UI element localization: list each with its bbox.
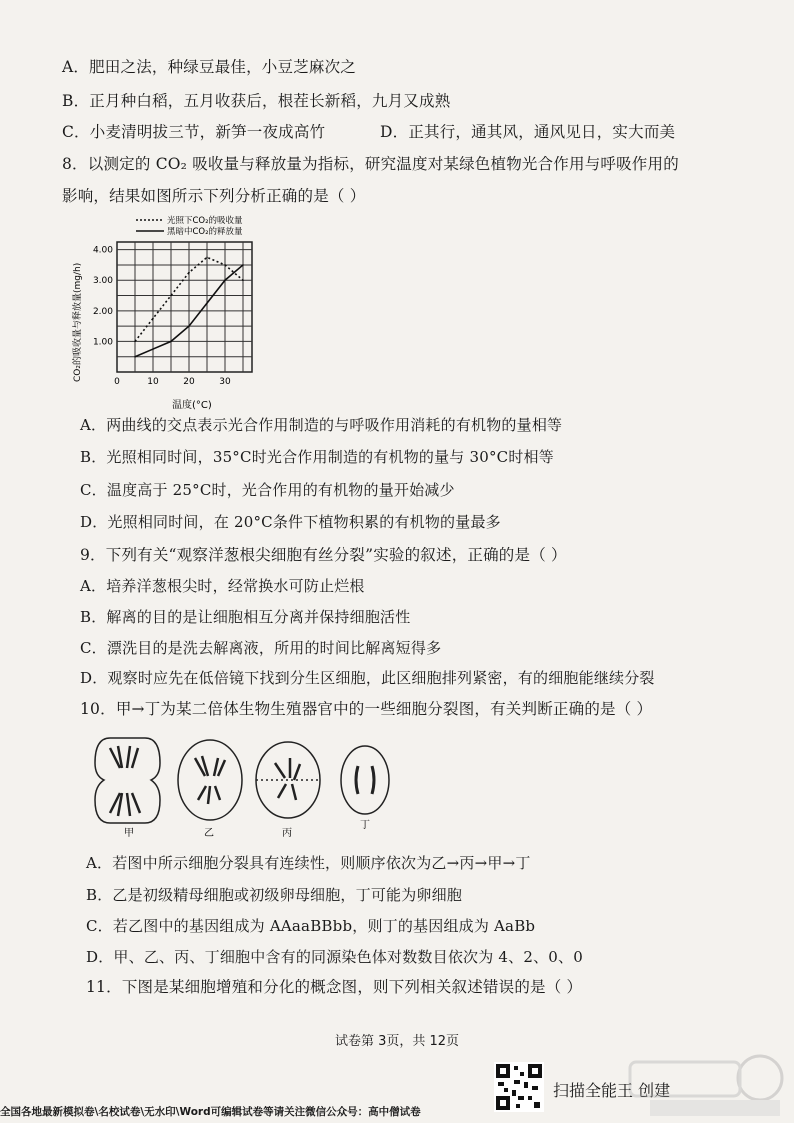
q8-stem-line1: 8．以测定的 CO₂ 吸收量与释放量为指标，研究温度对某绿色植物光合作用与呼吸作用的 [62, 155, 679, 173]
series-point-1 [188, 272, 190, 274]
x-tick-label: 0 [114, 377, 120, 387]
y-tick-label: 1.00 [92, 337, 113, 348]
series-point-1 [134, 341, 136, 343]
y-tick-label: 3.00 [92, 276, 113, 287]
q10-option-b: B．乙是初级精母细胞或初级卵母细胞，丁可能为卵细胞 [86, 886, 463, 904]
chart-frame [117, 242, 252, 372]
q8-stem-line2: 影响，结果如图所示下列分析正确的是（ ） [62, 187, 366, 205]
q8-option-a: A．两曲线的交点表示光合作用制造的与呼吸作用消耗的有机物的量相等 [80, 416, 563, 434]
q10-option-c: C．若乙图中的基因组成为 AAaaBBbb，则丁的基因组成为 AaBb [86, 917, 536, 935]
series-point-2 [224, 279, 226, 281]
q11-stem: 11．下图是某细胞增殖和分化的概念图，则下列相关叙述错误的是（ ） [86, 978, 583, 996]
chart-grid [117, 242, 252, 372]
cell-ding-icon [341, 746, 389, 814]
scanner-credit: 扫描全能王 创建 [553, 1081, 671, 1100]
q9-option-a: A．培养洋葱根尖时，经常换水可防止烂根 [80, 577, 365, 595]
series-point-2 [134, 356, 136, 358]
cell-label-ding: 丁 [360, 820, 370, 831]
q10-option-d: D．甲、乙、丙、丁细胞中含有的同源染色体对数数目依次为 4、2、0、0 [86, 948, 583, 966]
legend-label-1: 光照下CO₂的吸收量 [167, 216, 243, 226]
cell-bing-icon [256, 742, 320, 818]
q7-option-d: D．正其行，通其风，通风见日，实大而美 [380, 123, 676, 141]
series-point-1 [170, 295, 172, 297]
bottom-notice: 全国各地最新模拟卷\名校试卷\无水印\Word可编辑试卷等请关注微信公众号：高中僧试卷 [0, 1106, 421, 1118]
series-point-1 [242, 279, 244, 281]
watermark-logo-icon [620, 1050, 790, 1120]
series-point-1 [152, 318, 154, 320]
legend-label-2: 黑暗中CO₂的释放量 [167, 227, 243, 237]
x-tick-label: 30 [219, 377, 231, 387]
q9-stem: 9．下列有关“观察洋葱根尖细胞有丝分裂”实验的叙述，正确的是（ ） [80, 546, 567, 564]
x-tick-label: 20 [183, 377, 195, 387]
q10-option-a: A．若图中所示细胞分裂具有连续性，则顺序依次为乙→丙→甲→丁 [86, 854, 531, 872]
q9-option-d: D．观察时应先在低倍镜下找到分生区细胞，此区细胞排列紧密，有的细胞能继续分裂 [80, 669, 655, 687]
series-point-1 [206, 256, 208, 258]
series-point-2 [206, 302, 208, 304]
cell-label-bing: 丙 [282, 828, 292, 838]
chart-ticks [93, 246, 231, 387]
q8-option-b: B．光照相同时间，35°C时光合作用制造的有机物的量与 30°C时相等 [80, 448, 554, 466]
q9-option-b: B．解离的目的是让细胞相互分离并保持细胞活性 [80, 608, 411, 626]
q10-stem: 10．甲→丁为某二倍体生物生殖器官中的一些细胞分裂图，有关判断正确的是（ ） [80, 700, 653, 718]
q10-cell-diagram [90, 728, 400, 838]
cell-label-yi: 乙 [204, 828, 214, 838]
chart-x-axis-label: 温度(°C) [172, 400, 212, 411]
series-point-2 [242, 264, 244, 266]
y-tick-label: 4.00 [92, 245, 113, 256]
qr-code-icon [494, 1062, 544, 1112]
cell-label-jia: 甲 [124, 828, 134, 838]
q8-option-d: D．光照相同时间，在 20°C条件下植物积累的有机物的量最多 [80, 513, 501, 531]
q7-option-a: A．肥田之法，种绿豆最佳，小豆芝麻次之 [62, 58, 356, 76]
series-point-2 [170, 341, 172, 343]
q8-option-c: C．温度高于 25°C时，光合作用的有机物的量开始减少 [80, 481, 455, 499]
q9-option-c: C．漂洗目的是洗去解离液，所用的时间比解离短得多 [80, 639, 442, 657]
q7-option-c: C．小麦清明拔三节，新笋一夜成高竹 [62, 123, 326, 141]
page-number: 试卷第 3页，共 12页 [334, 1034, 460, 1049]
q7-option-b: B．正月种白稻，五月收获后，根茬长新稻，九月又成熟 [62, 92, 451, 110]
q8-chart [62, 212, 312, 412]
x-tick-label: 10 [147, 377, 159, 387]
cell-jia-icon [95, 738, 160, 823]
cell-yi-icon [178, 740, 242, 820]
chart-legend [136, 215, 243, 237]
series-point-1 [224, 264, 226, 266]
y-tick-label: 2.00 [92, 306, 113, 317]
series-point-2 [152, 348, 154, 350]
chart-y-axis-label: CO₂的吸收量与释放量(mg/h) [73, 262, 83, 382]
series-point-2 [188, 325, 190, 327]
